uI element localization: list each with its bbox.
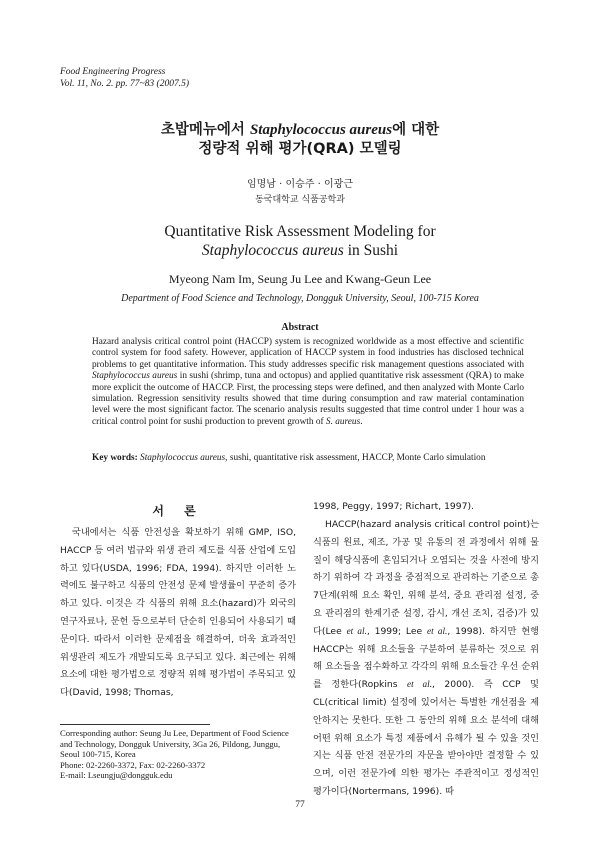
page-number: 77 [295,800,305,810]
abstract-species: Staphylococcus aureus [92,371,178,382]
korean-title-prefix: 초밥메뉴에서 [160,122,250,138]
right-text-d: , 2000). 즉 CCP 및 CL(critical limit) 설정에 있어서는 특별한 개선점을 제안하지는 못한다. 또한 그 동안의 위해 요소 분석에 대해 어떤 위해 요소가 특정 제품에서 유해가 될 수 있을 것인지는 식품 안전 전문가의 자문을 받아야만 결정할 수 있으며, 이런 전문가에 의한 평가는 주관적이고 정성적인 평가이다(Nortermans, 1996). 따 [313,679,539,797]
left-column-text: 국내에서는 식품 안전성을 확보하기 위해 GMP, ISO, HACCP 등 여러 법규와 위생 관리 제도를 식품 산업에 도입하고 있다(USDA, 1996; FDA, 1994). 하지만 이러한 노력에도 불구하고 식품의 안전성 문제 발생률이 꾸준히 증가하고 있다. 이것은 각 식품의 위해 요소(hazard)가 외국의 연구자료나, 문헌 등으로부터 단순히 인용되어 사용되기 때문이다. 따라서 이러한 문제점을 해결하여, 더욱 효과적인 위생관리 제도가 개발되도록 요구되고 있다. 최근에는 위해 요소에 대한 평가법으로 정량적 위해 평가법이 주목되고 있다(David, 1998; Thomas, [60,527,296,699]
right-text-a: HACCP(hazard analysis critical control point)는 식품의 원료, 제조, 가공 및 유통의 전 과정에서 위해 물질이 해당식품에 혼입되거나 오염되는 것을 사전에 방지하기 위하여 각 과정을 중점적으로 관리하는 기준으로 총 7단계(위해 요소 확인, 위해 분석, 중요 관리점 설정, 중요 관리점의 한계기준 설정, 감시, 개선 조치, 검증)가 있다(Lee [313,519,539,637]
footnote-divider [60,724,210,725]
korean-authors: 임명남 · 이승주 · 이광근 [246,179,353,190]
abstract-body [92,337,524,428]
korean-title-species: Staphylococcus aureus [249,122,393,138]
keywords [92,453,524,464]
journal-name: Food Engineering Progress [60,67,166,77]
abstract-end: . [360,416,363,427]
korean-title-suffix: 에 대한 [392,122,440,138]
english-affiliation: Department of Food Science and Technology, Dongguk University, Seoul, 100-715 Korea [121,293,479,304]
abstract-heading: Abstract [281,322,319,333]
right-em-3: et al. [407,679,432,690]
footnote [60,728,300,781]
journal-volume: Vol. 11, No. 2. pp. 77~83 (2007.5) [60,79,189,89]
keywords-species: Staphylococcus aureus [140,453,226,463]
english-title-species: Staphylococcus aureus [201,242,344,259]
section-title-introduction: 서 론 [152,504,204,518]
english-title-line2 [0,241,600,260]
right-em-2: et al. [427,625,448,636]
keywords-label: Key words: [92,453,138,463]
abstract-text-1: Hazard analysis critical control point (HACCP) system is recognized worldwide as a most effective and scientific control system for food safety. However, application of HACCP system in food industries has disclosed technical problems to get quantitative information. This study addresses specific risk management questions associated with [92,337,524,370]
abstract-species-end: S. aureus [325,416,361,427]
right-column-paragraph [313,516,539,801]
korean-affiliation: 동국대학교 식품공학과 [255,195,345,205]
keywords-rest: , sushi, quantitative risk assessment, HACCP, Monte Carlo simulation [225,453,486,463]
english-title [0,222,600,260]
footnote-author: Corresponding author: Seung Ju Lee, Department of Food Science and Technology, Dongguk University, 3Ga 26, Pildong, Junggu, Seoul 100-715, Korea [60,728,289,760]
footnote-email: E-mail: Lseungju@dongguk.edu [60,770,173,781]
footnote-phone: Phone: 02-2260-3372, Fax: 02-2260-3372 [60,759,206,770]
right-em-1: et al. [346,625,367,636]
korean-title-line2: 정량적 위해 평가(QRA) 모델링 [198,141,402,157]
journal-header [60,66,189,90]
english-authors: Myeong Nam Im, Seung Ju Lee and Kwang-Geun Lee [168,272,432,286]
korean-title-line1 [0,121,600,140]
right-column-continuation: 1998, Peggy, 1997; Richart, 1997). [313,501,474,512]
abstract-text-2: in sushi (shrimp, tuna and octopus) and applied quantitative risk assessment (QRA) to make more explicit the outcome of HACCP. First, the processing steps were defined, and then analyzed with Monte Carlo simulation. Regression sensitivity results showed that time during consumption and raw material contamination level were the most significant factor. The scenario analysis results suggested that time control under 1 hour was a critical control point for sushi production to prevent growth of [92,371,524,427]
english-title-suffix: in Sushi [343,242,399,259]
right-text-c: , 1998). 하지만 현행 HACCP는 위해 요소들을 구분하여 분류하는 것으로 위해 요소들을 점수화하고 각각의 위해 요소들간 우선 순위를 정한다(Ropkins [313,625,540,691]
right-text-b: , 1999; Lee [366,625,428,637]
korean-title [0,121,600,159]
english-title-line1: Quantitative Risk Assessment Modeling for [164,223,436,240]
